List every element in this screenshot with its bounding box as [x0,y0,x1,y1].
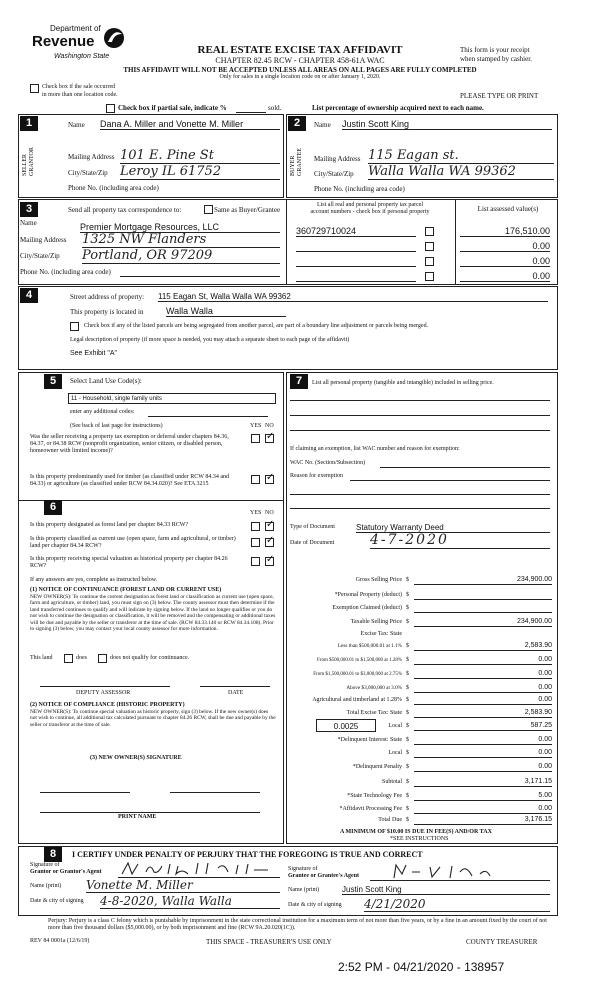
q5-2-no[interactable] [265,475,274,484]
corr-city[interactable]: Portland, OR 97209 [82,248,280,264]
buyer-name-label: Name [314,121,331,129]
new-owner-sig-label: (3) NEW OWNER(S) SIGNATURE [90,755,182,761]
grantee-signature[interactable] [390,862,510,880]
tax-row-value[interactable]: 0.00 [414,763,552,772]
section-4-badge: 4 [20,288,38,303]
personal-property-checkbox[interactable] [425,242,434,251]
located-in[interactable]: Walla Walla [166,306,286,317]
section-3-badge: 3 [20,202,38,217]
currency-symbol: $ [406,685,409,691]
buyer-phone-label: Phone No. (including area code) [314,185,405,193]
dept-line1: Department of [50,24,101,33]
corr-city-label: City/State/Zip [20,252,60,260]
corr-mailing[interactable]: 1325 NW Flanders [82,232,280,248]
seller-side-label: SELLER GRANTOR [22,147,35,176]
does-checkbox[interactable] [64,654,73,663]
corr-name-label: Name [20,219,37,227]
tax-row-label: From $1,500,000.01 to $3,000,000 at 2.75% [313,672,402,677]
grantee-sig-label-2: Grantee or Grantee's Agent [288,873,360,879]
legal-label: Legal description of property (if more space is needed, you may attach a separate sheet to each page of the affidavit) [70,337,350,343]
please-type: PLEASE TYPE OR PRINT [460,92,539,100]
does-label: does [76,655,87,661]
section-7-badge: 7 [290,374,308,389]
dept-line2: Revenue [32,33,95,50]
segregated-label: Check box if any of the listed parcels are being segregated from another parcel, are part of a boundary line adjustment or parcels being merged. [84,323,429,329]
multi-location-label-1: Check box if the sale occurred [42,84,116,90]
sold-label: sold. [268,104,282,112]
notice-2-body: NEW OWNER(S): To continue special valuation as historic property, sign (3) below. If the new owner(s) does not wish to continue, all additional tax calculated pursuant to chapter 84.26 RCW, shall be due and payable by the seller or transferor at the time of sale. [30,709,276,728]
receipt-stamp: 2:52 PM - 04/21/2020 - 138957 [338,960,505,974]
buyer-side-label: BUYER GRANTEE [290,148,303,176]
receipt-note-1: This form is your receipt [460,46,530,54]
tax-row-value[interactable]: 2,583.90 [414,709,552,718]
local-rate: 0.0025 [333,722,359,731]
assessed-value[interactable]: 0.00 [460,256,550,267]
grantor-sig-label-1: Signature of [30,862,60,868]
corr-phone-label: Phone No. (including area code) [20,268,111,276]
seller-mailing-label: Mailing Address [68,153,115,161]
q5-1: Was the seller receiving a property tax exemption or deferral under chapters 84.36, 84.37, or 84.38 RCW (nonprofit organization, senior citizen, or disabled person, homeowner with limited income)? [30,434,229,454]
grantor-signature[interactable] [118,860,278,878]
tax-row-label: Total Excise Tax: State [346,710,402,716]
section-6-badge: 6 [44,500,62,515]
form-number: REV 84 0001a (12/6/19) [30,938,90,944]
treasurer-use: THIS SPACE - TREASURER'S USE ONLY [206,938,332,946]
currency-symbol: $ [406,764,409,770]
tax-row-label: Taxable Selling Price [350,619,402,625]
form-warning: THIS AFFIDAVIT WILL NOT BE ACCEPTED UNLESS ALL AREAS ON ALL PAGES ARE FULLY COMPLETED [123,66,477,74]
does-not-label: does not qualify for continuance. [110,655,190,661]
grantor-name[interactable]: Vonette M. Miller [86,878,280,893]
tax-row-label: Exemption Claimed (deduct) [332,605,402,611]
tax-row-label: Above $3,000,000 at 3.0% [346,685,402,691]
certify-statement: I CERTIFY UNDER PENALTY OF PERJURY THAT THE FOREGOING IS TRUE AND CORRECT [72,850,423,859]
corr-mailing-label: Mailing Address [20,236,67,244]
tax-row-value[interactable] [414,591,552,600]
segregated-checkbox[interactable] [70,322,79,331]
currency-symbol: $ [406,737,409,743]
tax-row-label: From $500,000.01 to $1,500,000 at 1.28% [317,658,402,663]
reason-label: Reason for exemption [290,473,343,479]
personal-property-checkbox[interactable] [425,272,434,281]
tax-row-label: Local [388,750,402,756]
perjury-note: Perjury: Perjury is a class C felony which is punishable by imprisonment in the state correctional institution for a maximum term of not more than five years, or by a fine in an amount fixed by the court of not more than five thousand dollars ($5,000.00), or by both imprisonment and fine (RCW 9A.20.020(1C)). [48,918,547,931]
tax-row-value[interactable]: 3,176.15 [414,816,552,825]
yes-header-6: YES [250,510,262,516]
seller-phone-label: Phone No. (including area code) [68,184,159,192]
parcels-header-1: List all real and personal property tax parcel [316,202,424,208]
currency-symbol: $ [406,643,409,649]
q6-2-no[interactable] [265,538,274,547]
same-as-buyer-label: Same as Buyer/Grantee [214,206,281,214]
parcel-number[interactable] [296,241,416,252]
personal-property-checkbox[interactable] [425,257,434,266]
currency-symbol: $ [406,779,409,785]
currency-symbol: $ [406,671,409,677]
section-8-badge: 8 [44,847,62,862]
street-label: Street address of property: [70,293,145,301]
no-header-6: NO [265,510,274,516]
seller-city[interactable]: Leroy IL 61752 [120,164,280,180]
partial-sale-checkbox[interactable] [106,104,115,113]
q6-2-yes[interactable] [251,538,260,547]
logo-mark-icon [100,26,128,50]
tax-row-label: Gross Selling Price [355,577,402,583]
q6-3: Is this property receiving special valuation as historical property per chapter 84.26 RCW? [30,556,228,569]
section-5-badge: 5 [44,374,62,389]
sales-note: Only for sales in a single location code on or after January 1, 2020. [219,74,381,80]
currency-symbol: $ [406,793,409,799]
corr-name[interactable]: Premier Mortgage Resources, LLC [80,222,280,233]
q6-3-no[interactable] [265,557,274,566]
buyer-mailing[interactable]: 115 Eagan st. [368,148,554,164]
tax-row-label: Less than $500,000.01 at 1.1% [337,643,402,649]
grantee-name-label: Name (print) [288,887,320,893]
tax-row-label: *Personal Property (deduct) [334,592,402,598]
receipt-note-2: when stamped by cashier. [460,55,532,63]
land-use-select[interactable] [68,393,276,404]
grantee-date[interactable]: 4/21/2020 [364,897,550,912]
ownership-label: List percentage of ownership acquired next to each name. [312,104,484,112]
grantee-date-label: Date & city of signing [288,902,342,908]
tax-row-value[interactable]: 234,900.00 [414,618,552,627]
deputy-assessor-label: DEPUTY ASSESSOR [76,690,131,696]
q6-1-no[interactable] [265,522,274,531]
personal-property-checkbox[interactable] [425,227,434,236]
currency-symbol: $ [406,750,409,756]
tax-row-value[interactable]: 587.25 [414,722,552,731]
tax-row-value[interactable]: 234,900.00 [414,576,552,585]
tax-row-value[interactable]: 0.00 [414,736,552,745]
exemption-label: If claiming an exemption, list WAC number and reason for exemption: [290,446,460,452]
print-name-label: PRINT NAME [118,814,157,820]
tax-row-value[interactable]: 0.00 [414,805,552,814]
q5-2: Is this property predominantly used for timber (as classified under RCW 84.34 and 84.33) or agriculture (as classified under RCW 84.34.020)? See ETA 3215 [30,474,230,487]
tax-row-value[interactable]: 0.00 [414,749,552,758]
tax-row-label: *Affidavit Processing Fee [339,806,402,812]
same-as-buyer-checkbox[interactable] [204,205,213,214]
q5-2-yes[interactable] [251,475,260,484]
county-treasurer: COUNTY TREASURER [466,938,538,946]
yes-header-5: YES [250,423,262,429]
wac-label: WAC No. (Section/Subsection) [290,460,366,466]
this-land-label: This land [30,655,53,661]
seller-city-label: City/State/Zip [68,169,108,177]
revenue-logo [28,22,138,68]
legal-description[interactable]: See Exhibit "A" [70,350,117,357]
q6-1-yes[interactable] [251,522,260,531]
located-label: This property is located in [70,308,144,316]
multi-location-label-2: in more than one location code. [42,92,118,98]
notice-2-title: (2) NOTICE OF COMPLIANCE (HISTORIC PROPERTY) [30,702,185,708]
buyer-name[interactable]: Justin Scott King [342,119,552,130]
date-label: DATE [228,690,244,696]
personal-property-label: List all personal property (tangible and intangible) included in selling price. [312,380,494,386]
section-2-badge: 2 [288,116,306,131]
correspondence-label: Send all property tax correspondence to: [68,206,182,214]
grantor-date-label: Date & city of signing [30,898,84,904]
notice-1-body: NEW OWNER(S): To continue the current designation as forest land or classification as current use (open space, farm and agriculture, or timber) land, you must sign on (3) below. The county assessor must then determine if the land transferred continues to qualify and will indicate by signing below. If the land no longer qualifies or you do not wish to continue the designation or classification, it will be removed and the compensating or additional taxes will be due and payable by the seller or transferor at the time of sale. (RCW 84.33.140 or RCW 84.34.108). Prior to signing (3) below, you may contact your local county assessor for more information. [30,594,276,633]
grantee-sig-label-1: Signature of [288,866,318,872]
assessed-value[interactable]: 0.00 [460,271,550,282]
tax-row-label: *Delinquent Penalty [352,764,402,770]
parcels-header-2: account numbers - check box if personal property [310,209,430,215]
seller-mailing[interactable]: 101 E. Pine St [120,148,280,164]
currency-symbol: $ [406,817,409,823]
grantor-date[interactable]: 4-8-2020, Walla Walla [100,894,280,909]
doc-date-label: Date of Document [290,540,335,546]
see-back: (See back of last page for instructions) [70,423,163,429]
parcel-number[interactable] [296,271,416,282]
tax-row-value[interactable]: 3,171.15 [414,778,552,787]
see-instructions: *SEE INSTRUCTIONS [390,836,449,842]
grantor-name-label: Name (print) [30,883,62,889]
tax-row-value[interactable]: 0.00 [414,696,552,705]
doc-type-label: Type of Document [290,524,335,530]
q5-1-no[interactable] [265,434,274,443]
tax-row-value[interactable] [414,604,552,613]
parcel-number[interactable]: 360729710024 [296,226,416,237]
tax-row-label: *Delinquent Interest: State [337,737,402,743]
currency-symbol: $ [406,710,409,716]
q6-3-yes[interactable] [251,557,260,566]
tax-row-value[interactable]: 0.00 [414,684,552,693]
if-yes-note: If any answers are yes, complete as instructed below. [30,577,158,583]
seller-name[interactable]: Dana A. Miller and Vonette M. Miller [100,119,280,130]
land-use-code: 11 - Household, single family units [71,396,162,402]
tax-row-label: Total Due [378,817,402,823]
tax-row-value[interactable]: 0.00 [414,656,552,665]
currency-symbol: $ [406,592,409,598]
buyer-city[interactable]: Walla Walla WA 99362 [368,164,554,180]
dept-line3: Washington State [54,53,110,60]
notice-1-title: (1) NOTICE OF CONTINUANCE (FOREST LAND OR CURRENT USE) [30,587,222,593]
tax-row-label: *State Technology Fee [347,793,402,799]
q6-1: Is this property designated as forest land per chapter 84.33 RCW? [30,522,189,528]
currency-symbol: $ [406,806,409,812]
additional-codes-label: enter any additional codes: [70,409,135,415]
street-address[interactable]: 115 Eagan St, Walla Walla WA 99362 [158,292,548,302]
grantee-name[interactable]: Justin Scott King [342,885,550,895]
currency-symbol: $ [406,697,409,703]
form-title: REAL ESTATE EXCISE TAX AFFIDAVIT [197,44,403,56]
buyer-city-label: City/State/Zip [314,170,354,178]
assessed-value[interactable]: 0.00 [460,241,550,252]
no-header-5: NO [265,423,274,429]
tax-row-value[interactable]: 2,583.90 [414,642,552,651]
tax-row-label: Local [388,723,402,729]
tax-row-value[interactable]: 0.00 [414,670,552,679]
currency-symbol: $ [406,619,409,625]
currency-symbol: $ [406,605,409,611]
assessed-header: List assessed value(s) [477,205,539,213]
does-not-checkbox[interactable] [98,654,107,663]
q5-1-yes[interactable] [251,434,260,443]
seller-name-label: Name [68,121,85,129]
multi-location-checkbox[interactable] [30,84,39,93]
section-1-badge: 1 [20,116,38,131]
partial-sale-label: Check box if partial sale, indicate % [118,104,227,112]
tax-row-label: Agricultural and timberland at 1.28% [312,697,402,703]
tax-row-label: Excise Tax: State [360,631,402,637]
tax-row-label: Subtotal [381,779,402,785]
currency-symbol: $ [406,577,409,583]
form-subtitle: CHAPTER 82.45 RCW - CHAPTER 458-61A WAC [215,56,385,65]
local-rate-box[interactable] [316,719,376,732]
parcel-number[interactable] [296,256,416,267]
assessed-value[interactable]: 176,510.00 [460,226,550,237]
minimum-note: A MINIMUM OF $10.00 IS DUE IN FEE(S) AND/OR TAX [340,829,492,835]
doc-type[interactable]: Statutory Warranty Deed [356,523,550,533]
grantor-sig-label-2: Grantor or Grantor's Agent [30,869,102,875]
tax-row-value[interactable]: 5.00 [414,792,552,801]
buyer-mailing-label: Mailing Address [314,155,361,163]
doc-date[interactable]: 4-7-2020 [370,532,550,549]
currency-symbol: $ [406,723,409,729]
q6-2: Is this property classified as current use (open space, farm and agricultural, or timber) land per chapter 84.34 RCW? [30,536,236,549]
land-use-label: Select Land Use Code(s): [70,377,142,385]
currency-symbol: $ [406,657,409,663]
